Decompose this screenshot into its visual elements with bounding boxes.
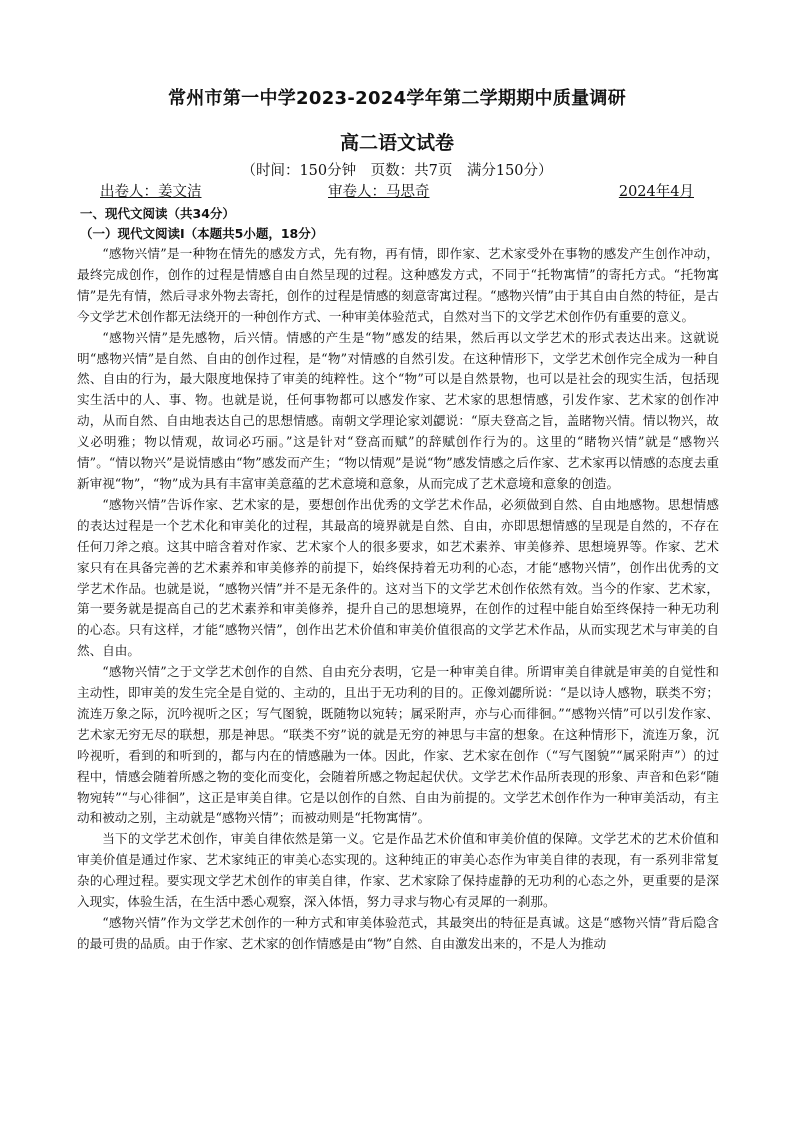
section-heading: 一、现代文阅读（共34分） (80, 206, 235, 221)
exam-subtitle: 高二语文试卷 (339, 132, 454, 154)
exam-date: 2024年4月 (618, 184, 694, 200)
paragraph: “感物兴情”是先感物，后兴情。情感的产生是“物”感发的结果，然后再以文学艺术的形式表达出来。这就说明“感物兴情”是自然、自由的创作过程，是“物”对情感的自然引发。在这种情形下，文学艺术创作完全成为一种自然、自由的行为，最大限度地保持了审美的纯粹性。这个“物”可以是自然景物，也可以是社会的现实生活，包括现实生活中的人、事、物。也就是说，任何事物都可以感发作家、艺术家的思想情感，引发作家、艺术家的创作冲动，从而自然、自由地表达自己的思想情感。南朝文学理论家刘勰说：“原夫登高之旨，盖睹物兴情。情以物兴，故义必明雅；物以情观，故词必巧丽。”这是针对“登高而赋”的辞赋创作行为的。这里的“睹物兴情”就是“感物兴情”。“情以物兴”是说情感由“物”感发而产生；“物以情观”是说“物”感发情感之后作家、艺术家再以情感的态度去重新审视“物”，“物”成为具有丰富审美意蕴的艺术意境和意象，从而完成了艺术意境和意象的创造。 (77, 329, 719, 491)
paragraph: “感物兴情”告诉作家、艺术家的是，要想创作出优秀的文学艺术作品，必须做到自然、自由地感物。思想情感的表达过程是一个艺术化和审美化的过程，其最高的境界就是自然、自由，亦即思想情感的呈现是自然的，不存在任何刀斧之痕。这其中暗含着对作家、艺术家个人的很多要求，如艺术素养、审美修养、思想境界等。作家、艺术家只有在具备完善的艺术素养和审美修养的前提下，始终保持着无功利的心态，才能“感物兴情”，创作出优秀的文学艺术作品。也就是说，“感物兴情”并不是无条件的。这对当下的文学艺术创作依然有效。当今的作家、艺术家，第一要务就是提高自己的艺术素养和审美修养，提升自己的思想境界，在创作的过程中能自始至终保持一种无功利的心态。只有这样，才能“感物兴情”，创作出艺术价值和审美价值很高的文学艺术作品，从而实现艺术与审美的自然、自由。 (77, 496, 719, 659)
subsection-heading: （一）现代文阅读Ⅰ（本题共5小题，18分） (80, 226, 324, 241)
reading-passage (77, 244, 719, 955)
author-line (100, 180, 694, 200)
paragraph: “感物兴情”之于文学艺术创作的自然、自由充分表明，它是一种审美自律。所谓审美自律就是审美的自觉性和主动性，即审美的发生完全是自觉的、主动的，且出于无功利的目的。正像刘勰所说：“是以诗人感物，联类不穷；流连万象之际，沉吟视听之区；写气图貌，既随物以宛转；属采附声，亦与心而徘徊。”“感物兴情”可以引发作家、艺术家无穷无尽的联想，那是神思。“联类不穷”说的就是无穷的神思与丰富的想象。在这种情形下，流连万象，沉吟视听，看到的和听到的，都与内在的情感融为一体。因此，作家、艺术家在创作（“写气图貌”“属采附声”）的过程中，情感会随着所感之物的变化而变化，会随着所感之物起起伏伏。文学艺术作品所表现的形象、声音和色彩“随物宛转”“与心徘徊”，这正是审美自律。它是以创作的自然、自由为前提的。文学艺术创作作为一种审美活动，有主动和被动之别，主动就是“感物兴情”；而被动则是“托物寓情”。 (77, 664, 719, 826)
paragraph: “感物兴情”是一种物在情先的感发方式，先有物，再有情，即作家、艺术家受外在事物的感发产生创作冲动，最终完成创作，创作的过程是情感自由自然呈现的过程。这种感发方式，不同于“托物寓情”的寄托方式。“托物寓情”是先有情，然后寻求外物去寄托，创作的过程是情感的刻意寄寓过程。“感物兴情”由于其自由自然的特征，是古今文学艺术创作都无法绕开的一种创作方式、一种审美体验范式，自然对当下的文学艺术创作仍有重要的意义。 (77, 246, 719, 324)
author-name: 出卷人：姜文洁 (100, 184, 202, 200)
exam-title: 常州市第一中学2023-2024学年第二学期期中质量调研 (167, 88, 627, 109)
paragraph: 当下的文学艺术创作，审美自律依然是第一义。它是作品艺术价值和审美价值的保障。文学艺术的艺术价值和审美价值是通过作家、艺术家纯正的审美心态实现的。这种纯正的审美心态作为审美自律的表现，有一系列非常复杂的心理过程。要实现文学艺术创作的审美自律，作家、艺术家除了保持虚静的无功利的心态之外，更重要的是深入现实，体验生活，在生活中悉心观察，深入体悟，努力寻求与物心有灵犀的一刹那。 (77, 831, 719, 910)
paragraph: “感物兴情”作为文学艺术创作的一种方式和审美体验范式，其最突出的特征是真诚。这是“感物兴情”背后隐含的最可贵的品质。由于作家、艺术家的创作情感是由“物”自然、自由激发出来的，不是人为推动 (77, 915, 719, 951)
exam-info: （时间：150分钟 页数：共7页 满分150分） (241, 163, 553, 179)
reviewer-name: 审卷人：马思奇 (328, 184, 430, 200)
